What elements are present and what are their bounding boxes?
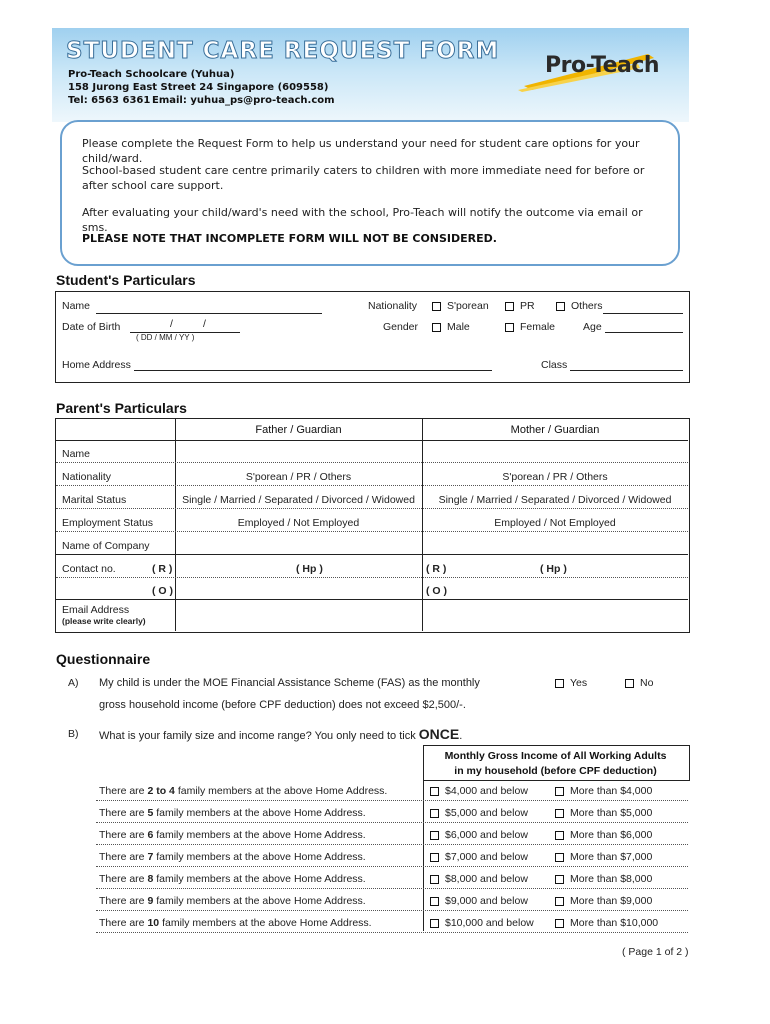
- family-count: 8: [147, 873, 154, 885]
- parent-section-heading: Parent's Particulars: [56, 400, 187, 416]
- income-high-checkbox[interactable]: [555, 853, 564, 862]
- income-high-checkbox[interactable]: [555, 875, 564, 884]
- male-checkbox[interactable]: [432, 323, 441, 332]
- row-divider: [96, 866, 688, 867]
- mother-residence-label: ( R ): [426, 563, 447, 575]
- income-header-line-1: Monthly Gross Income of All Working Adults: [444, 750, 667, 762]
- question-b-label: B): [68, 728, 79, 740]
- income-low-option[interactable]: $7,000 and below: [430, 851, 528, 863]
- mother-nationality-options[interactable]: S'porean / PR / Others: [502, 471, 608, 483]
- family-count: 6: [147, 829, 154, 841]
- fas-yes-option[interactable]: Yes: [555, 677, 587, 689]
- female-checkbox[interactable]: [505, 323, 514, 332]
- mother-marital-options[interactable]: Single / Married / Separated / Divorced / Widowed: [438, 494, 672, 506]
- company-label: Name of Company: [62, 540, 150, 552]
- email-note: (please write clearly): [62, 616, 146, 626]
- income-high-option[interactable]: More than $4,000: [555, 785, 652, 797]
- question-b-text: What is your family size and income range? You only need to tick ONCE.: [99, 726, 463, 742]
- family-count: 7: [147, 851, 154, 863]
- others-checkbox[interactable]: [556, 302, 565, 311]
- row-divider: [56, 531, 688, 532]
- page-number: ( Page 1 of 2 ): [622, 946, 689, 958]
- father-nationality-options[interactable]: S'porean / PR / Others: [245, 471, 352, 483]
- nationality-label: Nationality: [368, 300, 418, 312]
- father-office-label: ( O ): [152, 585, 173, 597]
- family-size-text: There are 5 family members at the above Home Address.: [99, 807, 366, 819]
- female-option[interactable]: Female: [505, 321, 555, 333]
- row-divider: [56, 554, 688, 555]
- contact-label: Contact no.: [62, 563, 116, 575]
- row-divider: [96, 844, 688, 845]
- questionnaire-heading: Questionnaire: [56, 651, 151, 667]
- sporean-option[interactable]: S'porean: [432, 300, 489, 312]
- row-divider: [56, 462, 688, 463]
- email-address-label: Email Address: [62, 604, 130, 616]
- father-residence-label: ( R ): [152, 563, 173, 575]
- others-option[interactable]: Others: [556, 300, 603, 312]
- sporean-checkbox[interactable]: [432, 302, 441, 311]
- row-divider: [96, 822, 688, 823]
- income-high-option[interactable]: More than $10,000: [555, 917, 658, 929]
- age-field[interactable]: [605, 320, 683, 333]
- income-low-checkbox[interactable]: [430, 831, 439, 840]
- family-size-text: There are 10 family members at the above Home Address.: [99, 917, 372, 929]
- income-low-checkbox[interactable]: [430, 919, 439, 928]
- row-divider: [96, 932, 688, 933]
- employment-status-label: Employment Status: [62, 517, 154, 529]
- home-address-label: Home Address: [62, 359, 131, 371]
- fas-no-checkbox[interactable]: [625, 679, 634, 688]
- income-high-option[interactable]: More than $9,000: [555, 895, 652, 907]
- mother-handphone-label: ( Hp ): [540, 563, 567, 575]
- dob-format-hint: ( DD / MM / YY ): [136, 333, 195, 342]
- marital-status-label: Marital Status: [62, 494, 127, 506]
- org-name: Pro-Teach Schoolcare (Yuhua): [68, 69, 235, 80]
- income-low-option[interactable]: $5,000 and below: [430, 807, 528, 819]
- income-high-checkbox[interactable]: [555, 787, 564, 796]
- gender-label: Gender: [383, 321, 419, 333]
- column-divider: [423, 779, 424, 931]
- family-size-text: There are 7 family members at the above Home Address.: [99, 851, 366, 863]
- family-size-text: There are 9 family members at the above Home Address.: [99, 895, 366, 907]
- income-header-line-2: in my household (before CPF deduction): [454, 765, 657, 777]
- income-high-option[interactable]: More than $5,000: [555, 807, 652, 819]
- home-address-field[interactable]: [134, 358, 492, 371]
- row-divider: [56, 485, 688, 486]
- income-high-checkbox[interactable]: [555, 897, 564, 906]
- row-divider: [56, 577, 688, 578]
- pr-checkbox[interactable]: [505, 302, 514, 311]
- row-divider: [56, 508, 688, 509]
- father-employment-options[interactable]: Employed / Not Employed: [237, 517, 360, 529]
- dob-field[interactable]: [130, 320, 240, 333]
- income-low-option[interactable]: $10,000 and below: [430, 917, 534, 929]
- family-size-text: There are 2 to 4 family members at the above Home Address.: [99, 785, 388, 797]
- income-high-option[interactable]: More than $8,000: [555, 873, 652, 885]
- pr-option[interactable]: PR: [505, 300, 535, 312]
- question-a-text: My child is under the MOE Financial Assistance Scheme (FAS) as the monthly: [99, 677, 480, 689]
- question-a-label: A): [68, 677, 79, 689]
- male-option[interactable]: Male: [432, 321, 470, 333]
- income-high-checkbox[interactable]: [555, 831, 564, 840]
- form-title: STUDENT CARE REQUEST FORM: [66, 38, 500, 64]
- intro-paragraph-1: Please complete the Request Form to help us understand your need for student care options for your child/ward.: [82, 137, 640, 165]
- org-tel: Tel: 6563 6361: [68, 95, 151, 106]
- family-count: 9: [147, 895, 154, 907]
- class-label: Class: [541, 359, 568, 371]
- income-low-checkbox[interactable]: [430, 875, 439, 884]
- income-low-option[interactable]: $4,000 and below: [430, 785, 528, 797]
- dob-separator: /: [170, 318, 173, 330]
- row-divider: [96, 888, 688, 889]
- age-label: Age: [583, 321, 602, 333]
- row-divider: [56, 599, 688, 600]
- income-high-checkbox[interactable]: [555, 809, 564, 818]
- parent-nationality-label: Nationality: [62, 471, 112, 483]
- logo: Pro-Teach: [545, 53, 660, 78]
- income-low-checkbox[interactable]: [430, 853, 439, 862]
- income-low-checkbox[interactable]: [430, 787, 439, 796]
- fas-yes-checkbox[interactable]: [555, 679, 564, 688]
- intro-paragraph-2: School-based student care centre primarily caters to children with more immediate need for before or after school care support.: [82, 164, 645, 192]
- question-a-text-2: gross household income (before CPF deduction) does not exceed $2,500/-.: [99, 699, 466, 711]
- income-high-option[interactable]: More than $7,000: [555, 851, 652, 863]
- student-section-heading: Student's Particulars: [56, 272, 196, 288]
- mother-office-label: ( O ): [426, 585, 447, 597]
- mother-column-header: Mother / Guardian: [510, 424, 600, 436]
- others-field[interactable]: [603, 301, 683, 314]
- row-divider: [96, 800, 688, 801]
- dob-separator: /: [203, 318, 206, 330]
- income-low-option[interactable]: $9,000 and below: [430, 895, 528, 907]
- fas-no-option[interactable]: No: [625, 677, 653, 689]
- income-low-option[interactable]: $8,000 and below: [430, 873, 528, 885]
- intro-paragraph-3: After evaluating your child/ward's need with the school, Pro-Teach will notify the outcome via email or sms.: [82, 206, 643, 234]
- student-name-label: Name: [62, 300, 91, 312]
- family-size-text: There are 8 family members at the above Home Address.: [99, 873, 366, 885]
- org-address: 158 Jurong East Street 24 Singapore (609558): [68, 82, 329, 93]
- incomplete-form-warning: PLEASE NOTE THAT INCOMPLETE FORM WILL NOT BE CONSIDERED.: [82, 232, 497, 245]
- family-size-text: There are 6 family members at the above Home Address.: [99, 829, 366, 841]
- father-marital-options[interactable]: Single / Married / Separated / Divorced / Widowed: [182, 494, 415, 506]
- family-count: 2 to 4: [147, 785, 175, 797]
- income-high-option[interactable]: More than $6,000: [555, 829, 652, 841]
- header-row-divider: [55, 440, 688, 441]
- family-count: 5: [147, 807, 154, 819]
- dob-label: Date of Birth: [62, 321, 121, 333]
- class-field[interactable]: [570, 358, 683, 371]
- row-divider: [96, 910, 688, 911]
- mother-employment-options[interactable]: Employed / Not Employed: [494, 517, 616, 529]
- income-low-option[interactable]: $6,000 and below: [430, 829, 528, 841]
- family-count: 10: [147, 917, 160, 929]
- student-name-field[interactable]: [96, 301, 322, 314]
- parent-name-label: Name: [62, 448, 91, 460]
- father-column-header: Father / Guardian: [255, 424, 342, 436]
- income-low-checkbox[interactable]: [430, 897, 439, 906]
- once-emphasis: ONCE: [418, 726, 460, 742]
- income-low-checkbox[interactable]: [430, 809, 439, 818]
- income-high-checkbox[interactable]: [555, 919, 564, 928]
- father-handphone-label: ( Hp ): [296, 563, 323, 575]
- org-email: Email: yuhua_ps@pro-teach.com: [152, 95, 335, 106]
